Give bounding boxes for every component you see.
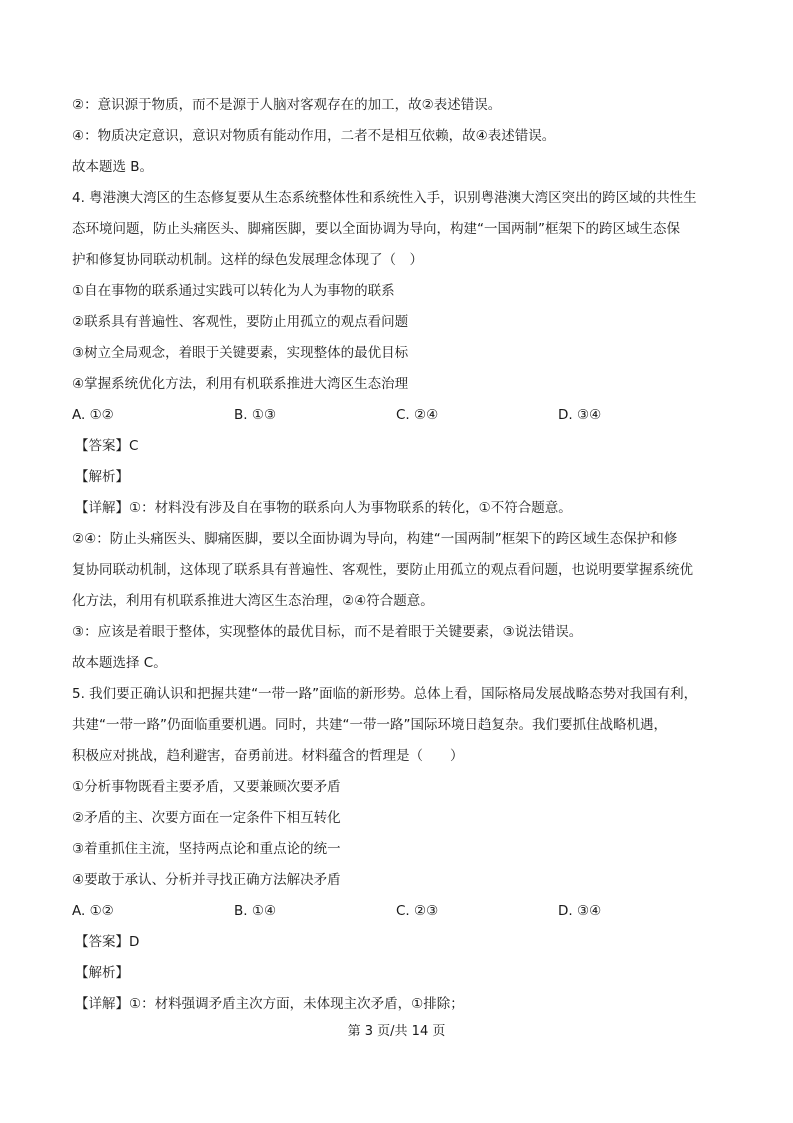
answer-label: 【答案】D [75, 934, 140, 950]
text-line: 故本题选 B。 [72, 159, 154, 175]
text-line: 复协同联动机制，这体现了联系具有普遍性、客观性，要防止用孤立的观点看问题，也说明要掌握系统优 [72, 562, 693, 578]
detail-line: 【详解】①：材料没有涉及自在事物的联系向人为事物联系的转化，①不符合题意。 [75, 500, 572, 516]
question-5-stem: 积极应对挑战，趋利避害，奋勇前进。材料蕴含的哲理是（ ） [72, 748, 464, 764]
answer-label: 【答案】C [75, 438, 139, 454]
analysis-label: 【解析】 [75, 469, 129, 485]
option-a: A. ①② [72, 903, 114, 919]
option-d: D. ③④ [558, 903, 602, 919]
text-line: 化方法，利用有机联系推进大湾区生态治理，②④符合题意。 [72, 593, 434, 609]
page-footer: 第 3 页/共 14 页 [347, 1024, 446, 1039]
question-5-stem: 5. 我们要正确认识和把握共建“一带一路”面临的新形势。总体上看，国际格局发展战略态势对我国有利， [72, 686, 698, 702]
text-line: ③：应该是着眼于整体，实现整体的最优目标，而不是着眼于关键要素，③说法错误。 [72, 624, 583, 640]
option-d: D. ③④ [558, 407, 602, 423]
question-4-options [72, 405, 732, 425]
option-b: B. ①③ [234, 407, 277, 423]
question-4-statement: ②联系具有普遍性、客观性，要防止用孤立的观点看问题 [72, 314, 409, 330]
option-a: A. ①② [72, 407, 114, 423]
option-c: C. ②④ [396, 407, 439, 423]
question-4-stem: 态环境问题，防止头痛医头、脚痛医脚，要以全面协调为导向，构建“一国两制”框架下的跨区域生态保 [72, 221, 680, 237]
question-5-statement: ②矛盾的主、次要方面在一定条件下相互转化 [72, 810, 341, 826]
question-5-statement: ③着重抓住主流，坚持两点论和重点论的统一 [72, 841, 341, 857]
analysis-label: 【解析】 [75, 965, 129, 981]
question-4-statement: ①自在事物的联系通过实践可以转化为人为事物的联系 [72, 283, 395, 299]
question-5-stem: 共建“一带一路”仍面临重要机遇。同时，共建“一带一路”国际环境日趋复杂。我们要抓住战略机遇， [72, 717, 667, 733]
question-4-statement: ④掌握系统优化方法，利用有机联系推进大湾区生态治理 [72, 376, 409, 392]
question-4-stem: 4. 粤港澳大湾区的生态修复要从生态系统整体性和系统性入手，识别粤港澳大湾区突出的跨区域的共性生 [72, 190, 697, 206]
question-5-statement: ④要敢于承认、分析并寻找正确方法解决矛盾 [72, 872, 341, 888]
text-line: ④：物质决定意识，意识对物质有能动作用，二者不是相互依赖，故④表述错误。 [72, 128, 556, 144]
question-5-options [72, 901, 732, 921]
text-line: ②：意识源于物质，而不是源于人脑对客观存在的加工，故②表述错误。 [72, 97, 502, 113]
question-5-statement: ①分析事物既看主要矛盾，又要兼顾次要矛盾 [72, 779, 341, 795]
detail-line: 【详解】①：材料强调矛盾主次方面，未体现主次矛盾，①排除； [75, 996, 464, 1012]
question-4-statement: ③树立全局观念，着眼于关键要素，实现整体的最优目标 [72, 345, 409, 361]
option-c: C. ②③ [396, 903, 439, 919]
text-line: ②④：防止头痛医头、脚痛医脚，要以全面协调为导向，构建“一国两制”框架下的跨区域生态保护和修 [72, 531, 678, 547]
text-line: 故本题选择 C。 [72, 655, 167, 671]
question-4-stem: 护和修复协同联动机制。这样的绿色发展理念体现了（ ） [72, 252, 423, 268]
option-b: B. ①④ [234, 903, 277, 919]
